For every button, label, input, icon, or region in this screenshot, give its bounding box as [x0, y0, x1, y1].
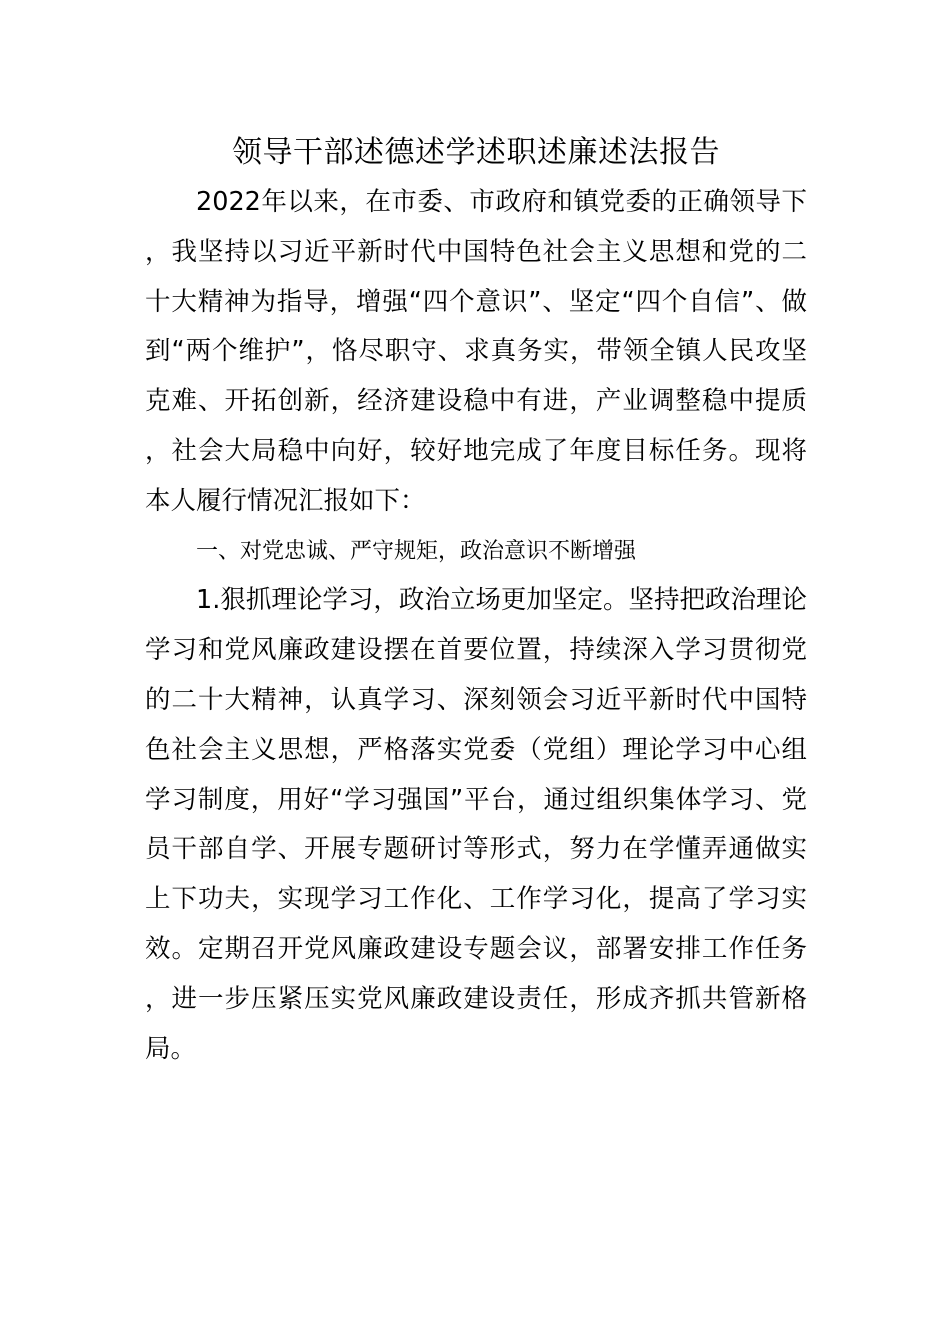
document-body [145, 128, 807, 1074]
section-paragraph: 1.狠抓理论学习，政治立场更加坚定。坚持把政治理论学习和党风廉政建设摆在首要位置，持续深入学习贯彻党的二十大精神，认真学习、深刻领会习近平新时代中国特色社会主义思想，严格落实党委（党组）理论学习中心组学习制度，用好“学习强国”平台，通过组织集体学习、党员干部自学、开展专题研讨等形式，努力在学懂弄通做实上下功夫，实现学习工作化、工作学习化，提高了学习实效。定期召开党风廉政建设专题会议，部署安排工作任务，进一步压紧压实党风廉政建设责任，形成齐抓共管新格局。 [145, 585, 807, 1064]
intro-paragraph: 2022年以来，在市委、市政府和镇党委的正确领导下，我坚持以习近平新时代中国特色社会主义思想和党的二十大精神为指导，增强“四个意识”、坚定“四个自信”、做到“两个维护”，恪尽职守、求真务实，带领全镇人民攻坚克难、开拓创新，经济建设稳中有进，产业调整稳中提质，社会大局稳中向好，较好地完成了年度目标任务。现将本人履行情况汇报如下： [145, 187, 807, 516]
document-title: 领导干部述德述学述职述廉述法报告 [232, 135, 720, 170]
section-heading: 一、对党忠诚、严守规矩，政治意识不断增强 [196, 538, 637, 564]
